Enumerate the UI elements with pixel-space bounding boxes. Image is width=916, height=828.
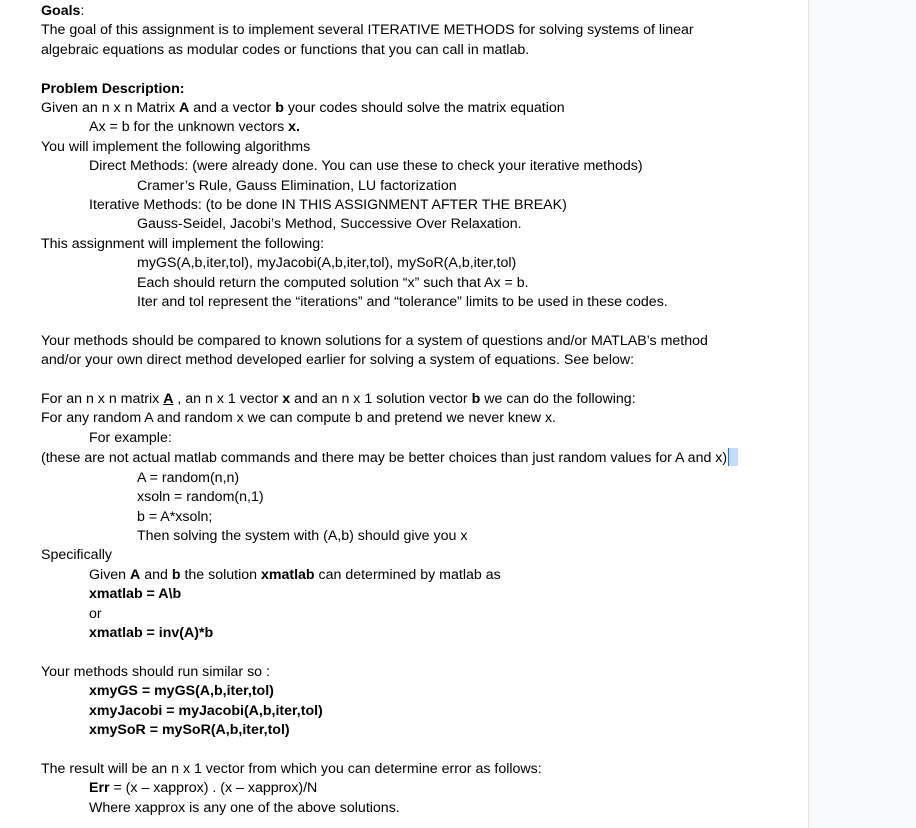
specific-line-3: or <box>89 605 102 622</box>
result-line-3: Where xapprox is any one of the above solutions. <box>89 799 400 816</box>
result-line-2: Err = (x – xapprox) . (x – xapprox)/N <box>89 780 318 797</box>
specific-line-2: xmatlab = A\b <box>89 586 182 603</box>
code-line-4: Then solving the system with (A,b) should give you x <box>137 527 468 544</box>
example-line-3: For example: <box>89 429 172 446</box>
iterative-methods-list: Gauss-Seidel, Jacobi’s Method, Successive Over Relaxation. <box>137 216 522 233</box>
run-intro: Your methods should run similar so : <box>41 663 270 680</box>
run-code-2: xmyJacobi = myJacobi(A,b,iter,tol) <box>89 702 323 719</box>
goals-text: The goal of this assignment is to implement several ITERATIVE METHODS for solving systems of linear algebraic equations as modular codes or functions that you can call in matlab. <box>41 22 694 58</box>
problem-line-11: Iter and tol represent the “iterations” and “tolerance” limits to be used in these codes. <box>137 294 668 311</box>
problem-line-1: Given an n x n Matrix A and a vector b your codes should solve the matrix equation <box>41 100 565 117</box>
specifically-heading: Specifically <box>41 547 112 564</box>
code-line-1: A = random(n,n) <box>137 469 240 486</box>
iterative-methods-line: Iterative Methods: (to be done IN THIS ASSIGNMENT AFTER THE BREAK) <box>89 197 567 214</box>
compare-line-2: and/or your own direct method developed earlier for solving a system of equations. See below: <box>41 352 635 369</box>
direct-methods-list: Cramer’s Rule, Gauss Elimination, LU factorization <box>137 177 457 194</box>
function-signatures: myGS(A,b,iter,tol), myJacobi(A,b,iter,tol), mySoR(A,b,iter,tol) <box>137 255 517 272</box>
compare-line-1: Your methods should be compared to known solutions for a system of questions and/or MATLAB’s method <box>41 332 708 349</box>
example-line-1: For an n x n matrix A , an n x 1 vector x and an n x 1 solution vector b we can do the following: <box>41 391 636 408</box>
specific-line-1: Given A and b the solution xmatlab can determined by matlab as <box>89 566 501 583</box>
text-cursor <box>728 448 738 466</box>
goals-heading: Goals: <box>41 3 85 19</box>
problem-line-2: Ax = b for the unknown vectors x. <box>89 119 300 136</box>
run-code-3: xmySoR = mySoR(A,b,iter,tol) <box>89 721 290 738</box>
document-body[interactable] <box>41 2 801 818</box>
code-line-2: xsoln = random(n,1) <box>137 489 264 506</box>
problem-heading: Problem Description: <box>41 80 185 97</box>
run-code-1: xmyGS = myGS(A,b,iter,tol) <box>89 683 274 700</box>
problem-line-8: This assignment will implement the following: <box>41 235 325 252</box>
direct-methods-line: Direct Methods: (were already done. You can use these to check your iterative methods) <box>89 158 643 175</box>
problem-line-10: Each should return the computed solution “x” such that Ax = b. <box>137 274 529 291</box>
problem-line-3: You will implement the following algorithms <box>41 138 311 155</box>
example-line-4: (these are not actual matlab commands and there may be better choices than just random values for A and x) <box>41 448 801 468</box>
code-line-3: b = A*xsoln; <box>137 508 213 525</box>
specific-line-4: xmatlab = inv(A)*b <box>89 624 214 641</box>
example-line-2: For any random A and random x we can compute b and pretend we never knew x. <box>41 410 556 427</box>
result-line-1: The result will be an n x 1 vector from which you can determine error as follows: <box>41 760 542 777</box>
